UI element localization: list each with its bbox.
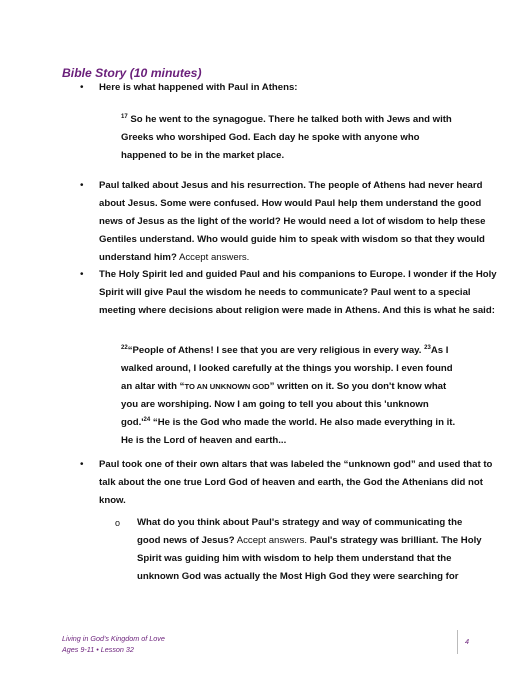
scripture-quote-acts-17-22	[121, 342, 457, 451]
accept-answers-note: Accept answers.	[234, 535, 308, 547]
scripture-text: So he went to the synagogue. There he talked both with Jews and with Greeks who worshiped God. Each day he spoke with anyone who happened to be in the market place.	[121, 114, 452, 162]
page-number: 4	[465, 637, 469, 646]
scripture-quote-acts-17-17	[121, 111, 457, 165]
verse-number: 24	[143, 417, 151, 424]
verse-number: 17	[121, 114, 128, 120]
bullet-marker: •	[80, 269, 84, 280]
bullet-text: Paul took one of their own altars that was labeled the “unknown god” and used that to talk about the one true Lord God of heaven and earth, the God the Athenians did not know.	[99, 459, 493, 507]
bullet-marker: •	[80, 180, 84, 191]
discussion-answer: Paul's strategy was brilliant. The Holy Spirit was guiding him with wisdom to help them understand that the unknown God was actually the Most High God they were searching for	[137, 535, 482, 583]
bullet-question: Paul talked about Jesus and his resurrection. The people of Athens had never heard about Jesus. Some were confused. How would Paul help them understand the good news of Jesus as the light of the world? He would need a lot of wisdom to help these Gentiles understand. Who would guide him to speak with wisdom so that they would understand him?	[99, 180, 486, 264]
footer-series-title: Living in God's Kingdom of Love	[62, 634, 165, 643]
section-title: Bible Story (10 minutes)	[62, 66, 202, 80]
footer-lesson-info: Ages 9-11 • Lesson 32	[62, 645, 134, 654]
bullet-text	[99, 177, 507, 267]
footer-divider	[457, 630, 458, 654]
bullet-marker: •	[80, 82, 84, 93]
bullet-text: Here is what happened with Paul in Athens:	[99, 82, 298, 93]
sub-text	[137, 514, 485, 586]
verse-number: 22	[121, 345, 128, 351]
discussion-question: What do you think about Paul's strategy and way of communicating the good news of Jesus?	[137, 517, 463, 547]
scripture-text: As I walked around, I looked carefully at the things you worship. I even found an altar with “	[121, 345, 453, 393]
scripture-text: “He is the God who made the world. He also made everything in it. He is the Lord of heaven and earth...	[121, 417, 456, 447]
bullet-text: The Holy Spirit led and guided Paul and his companions to Europe. I wonder if the Holy Spirit will give Paul the wisdom he needs to communicate? Paul went to a special meeting where decisions about religion were made in Athens. And this is what he said:	[99, 269, 497, 317]
scripture-text: “People of Athens! I see that you are very religious in every way.	[127, 345, 422, 356]
sub-bullet-marker: o	[115, 518, 121, 528]
altar-inscription: TO AN UNKNOWN GOD	[184, 382, 270, 392]
verse-number: 23	[424, 345, 431, 351]
scripture-text: ” written on it. So you don't know what you are worshiping. Now I am going to tell you about this 'unknown god.'	[121, 381, 447, 429]
footer	[62, 633, 165, 655]
accept-answers-note: Accept answers.	[176, 252, 250, 264]
bullet-marker: •	[80, 459, 84, 470]
